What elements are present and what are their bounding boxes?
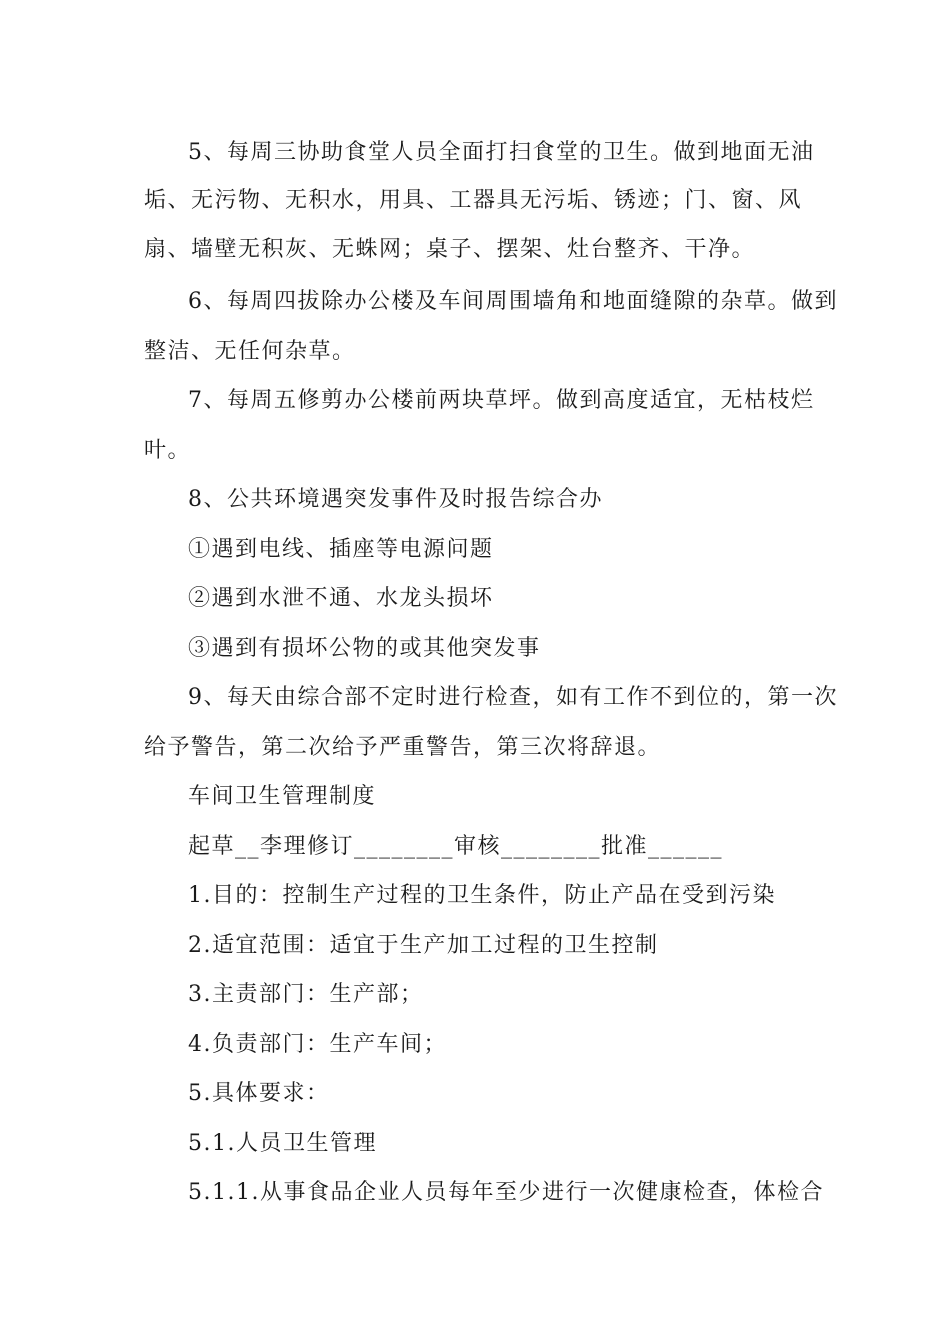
- approval-line: 起草__李理修订________审核________批准______: [188, 834, 724, 859]
- paragraph-6-line-1: 6、每周四拔除办公楼及车间周围墙角和地面缝隙的杂草。做到: [188, 289, 838, 314]
- paragraph-8: 8、公共环境遇突发事件及时报告综合办: [188, 487, 603, 512]
- item-requirements: 5.具体要求：: [188, 1081, 330, 1106]
- list-item-1: ①遇到电线、插座等电源问题: [188, 537, 494, 562]
- paragraph-7-line-2: 叶。: [144, 438, 192, 463]
- paragraph-7-line-1: 7、每周五修剪办公楼前两块草坪。做到高度适宜，无枯枝烂: [188, 388, 815, 413]
- paragraph-9-line-2: 给予警告，第二次给予严重警告，第三次将辞退。: [144, 735, 662, 760]
- item-purpose: 1.目的：控制生产过程的卫生条件，防止产品在受到污染: [188, 883, 776, 908]
- paragraph-6-line-2: 整洁、无任何杂草。: [144, 339, 356, 364]
- item-responsible-department: 4.负责部门：生产车间；: [188, 1032, 447, 1057]
- section-title: 车间卫生管理制度: [188, 784, 377, 809]
- paragraph-9-line-1: 9、每天由综合部不定时进行检查，如有工作不到位的，第一次: [188, 685, 838, 710]
- item-main-department: 3.主责部门：生产部；: [188, 982, 424, 1007]
- item-personnel-hygiene: 5.1.人员卫生管理: [188, 1131, 377, 1156]
- item-scope: 2.适宜范围：适宜于生产加工过程的卫生控制: [188, 933, 659, 958]
- paragraph-5-line-3: 扇、墙壁无积灰、无蛛网；桌子、摆架、灶台整齐、干净。: [144, 237, 756, 262]
- paragraph-5-line-1: 5、每周三协助食堂人员全面打扫食堂的卫生。做到地面无油: [188, 140, 815, 165]
- list-item-2: ②遇到水泄不通、水龙头损坏: [188, 586, 494, 611]
- paragraph-5-line-2: 垢、无污物、无积水，用具、工器具无污垢、锈迹；门、窗、风: [144, 188, 803, 213]
- item-health-check: 5.1.1.从事食品企业人员每年至少进行一次健康检查，体检合: [188, 1180, 824, 1205]
- list-item-3: ③遇到有损坏公物的或其他突发事: [188, 636, 541, 661]
